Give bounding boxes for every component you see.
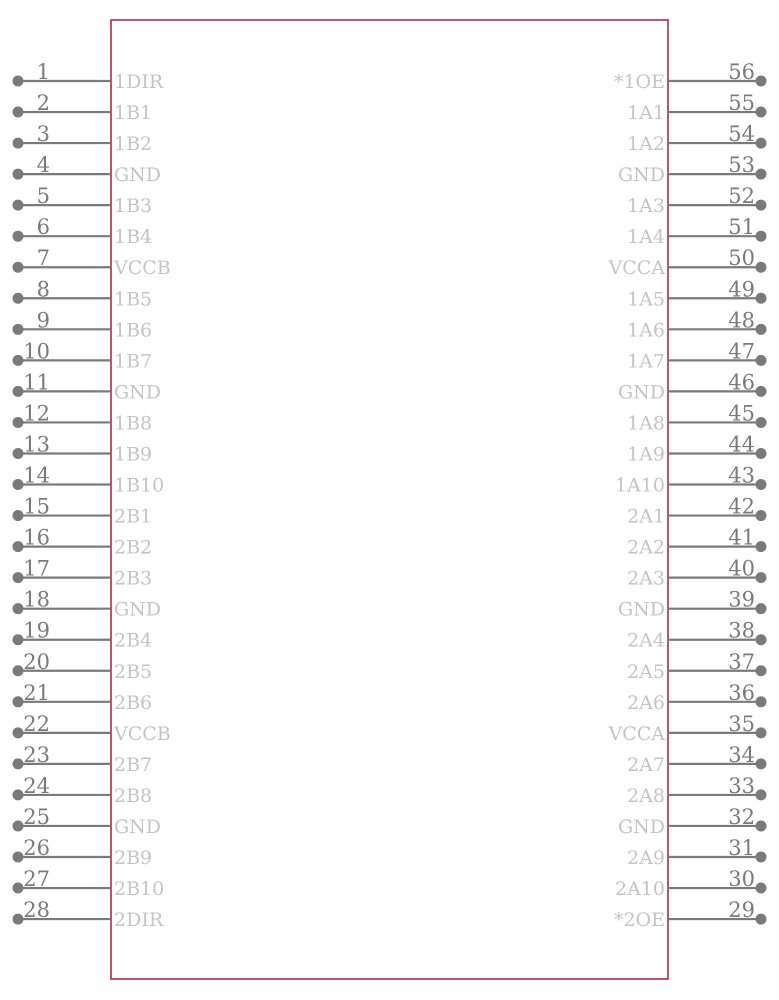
pin-label: 1A5: [627, 288, 665, 311]
pin-endpoint-dot: [13, 510, 24, 521]
pin-19: [13, 619, 153, 652]
pin-40: [627, 557, 766, 590]
pin-number: 15: [23, 494, 50, 519]
pin-17: [13, 557, 153, 590]
pin-3: [13, 122, 153, 155]
pin-label: VCCB: [114, 722, 171, 745]
pin-51: [627, 215, 766, 248]
pin-label: 2A1: [627, 505, 665, 528]
pin-label: 1A3: [627, 195, 665, 218]
pin-50: [607, 246, 766, 279]
pin-endpoint-dot: [756, 696, 767, 707]
pin-label: 2B8: [114, 784, 153, 807]
pin-label: 2B3: [114, 567, 153, 590]
pin-endpoint-dot: [756, 665, 767, 676]
pin-label: GND: [114, 381, 162, 404]
pin-label: 1A2: [627, 133, 665, 156]
pin-number: 25: [23, 804, 50, 829]
pin-35: [607, 712, 766, 745]
pin-9: [13, 308, 153, 341]
pin-number: 55: [728, 91, 755, 116]
pin-2: [13, 91, 153, 124]
pin-label: 1B5: [114, 288, 153, 311]
pin-number: 7: [36, 246, 50, 271]
pin-label: 1A7: [627, 350, 665, 373]
pin-5: [13, 184, 153, 217]
pin-endpoint-dot: [756, 448, 767, 459]
pin-48: [627, 308, 766, 341]
pin-endpoint-dot: [13, 883, 24, 894]
pin-label: 2DIR: [114, 909, 164, 932]
pin-6: [13, 215, 153, 248]
pin-54: [627, 122, 766, 155]
pin-number: 28: [23, 898, 50, 923]
pin-number: 44: [728, 432, 755, 457]
pin-endpoint-dot: [756, 541, 767, 552]
pin-label: 2B9: [114, 847, 153, 869]
pin-label: 1A6: [627, 319, 665, 342]
pin-number: 50: [728, 246, 755, 271]
pin-number: 53: [728, 153, 755, 178]
pin-number: 11: [23, 370, 50, 395]
pin-label: *1OE: [613, 71, 665, 93]
pin-endpoint-dot: [13, 386, 24, 397]
pin-label: 1B3: [114, 195, 153, 218]
pin-label: 1DIR: [114, 71, 164, 93]
pin-label: GND: [114, 815, 162, 838]
pin-label: 1B8: [114, 412, 153, 435]
pin-13: [13, 432, 153, 465]
pin-endpoint-dot: [756, 231, 767, 242]
pin-52: [627, 184, 766, 217]
pin-number: 40: [728, 556, 755, 581]
pin-number: 22: [23, 711, 50, 736]
pin-number: 54: [728, 122, 755, 147]
pin-number: 38: [728, 618, 755, 643]
pin-label: GND: [617, 164, 665, 187]
pin-28: [13, 898, 164, 931]
pin-number: 47: [728, 339, 755, 364]
pin-55: [627, 91, 766, 124]
pin-endpoint-dot: [756, 417, 767, 428]
pin-46: [618, 370, 767, 403]
pin-endpoint-dot: [13, 324, 24, 335]
pin-label: 2A7: [627, 753, 665, 776]
pin-endpoint-dot: [13, 479, 24, 490]
pin-label: 1B6: [114, 319, 153, 342]
pin-number: 52: [728, 184, 755, 209]
pin-22: [13, 712, 171, 745]
pin-11: [13, 370, 162, 403]
pin-24: [13, 774, 153, 807]
pin-endpoint-dot: [756, 634, 767, 645]
pin-label: *2OE: [613, 909, 665, 932]
pin-18: [13, 588, 162, 621]
pin-label: 1B7: [114, 350, 153, 373]
pin-endpoint-dot: [756, 914, 767, 925]
pin-56: [614, 60, 767, 93]
pin-endpoint-dot: [13, 262, 24, 273]
pin-label: 1B9: [114, 443, 153, 466]
pin-endpoint-dot: [756, 789, 767, 800]
pin-endpoint-dot: [13, 76, 24, 87]
pin-27: [13, 867, 165, 900]
pin-number: 19: [23, 618, 50, 643]
pin-label: VCCB: [114, 257, 171, 280]
pin-label: 1B4: [114, 226, 153, 249]
pin-label: GND: [114, 598, 162, 621]
pin-36: [627, 681, 766, 714]
pin-12: [13, 401, 153, 434]
pin-20: [13, 650, 153, 683]
pin-label: GND: [617, 381, 665, 404]
pin-15: [13, 495, 153, 528]
pin-endpoint-dot: [756, 820, 767, 831]
pin-label: 2A6: [627, 691, 665, 714]
ic-body-outline: [111, 20, 668, 979]
pin-47: [627, 339, 766, 372]
pin-38: [627, 619, 766, 652]
pin-39: [618, 588, 767, 621]
pin-number: 26: [23, 836, 50, 860]
pin-label: VCCA: [608, 257, 665, 280]
pin-label: 2B6: [114, 691, 153, 714]
pin-endpoint-dot: [756, 479, 767, 490]
pin-label: 2B10: [114, 878, 165, 901]
pin-7: [13, 246, 171, 279]
pin-label: 2B7: [114, 753, 153, 776]
pin-42: [627, 495, 766, 528]
pin-number: 20: [23, 649, 50, 674]
pin-label: 2A3: [627, 567, 665, 590]
pin-endpoint-dot: [13, 541, 24, 552]
pin-number: 37: [728, 649, 755, 674]
pin-label: 2B4: [114, 629, 153, 652]
pin-endpoint-dot: [13, 355, 24, 366]
pin-number: 3: [36, 122, 50, 147]
pin-label: 1A4: [627, 226, 665, 249]
pin-number: 10: [23, 339, 50, 364]
pin-number: 16: [23, 525, 50, 550]
pin-endpoint-dot: [13, 572, 24, 583]
pin-32: [618, 805, 767, 838]
pin-endpoint-dot: [13, 107, 24, 118]
pin-endpoint-dot: [13, 231, 24, 242]
pin-49: [627, 277, 766, 310]
pin-number: 41: [728, 525, 755, 550]
pin-number: 51: [728, 215, 755, 240]
pin-number: 17: [23, 556, 50, 581]
pin-label: 1B2: [114, 133, 153, 156]
pin-4: [13, 153, 162, 186]
pin-53: [618, 153, 767, 186]
pin-number: 6: [36, 215, 50, 240]
pin-label: 2B2: [114, 536, 153, 559]
pin-label: 1B1: [114, 102, 153, 125]
pin-endpoint-dot: [13, 169, 24, 180]
pin-label: 1A1: [627, 102, 665, 125]
pin-number: 42: [728, 494, 755, 519]
pin-number: 49: [728, 277, 755, 302]
pin-endpoint-dot: [13, 696, 24, 707]
pin-45: [627, 401, 766, 434]
pin-endpoint-dot: [13, 665, 24, 676]
pin-34: [627, 743, 766, 776]
pin-endpoint-dot: [756, 293, 767, 304]
pin-43: [615, 464, 767, 497]
pin-number: 21: [23, 680, 50, 705]
right-pin-group: [607, 60, 766, 931]
pin-number: 48: [728, 308, 755, 333]
pin-label: 2A5: [627, 660, 665, 683]
pin-number: 34: [728, 742, 755, 767]
pin-endpoint-dot: [13, 603, 24, 614]
pin-number: 23: [23, 742, 50, 767]
pin-number: 27: [23, 867, 50, 892]
pin-label: GND: [617, 815, 665, 838]
pin-number: 39: [728, 587, 755, 612]
pin-label: GND: [617, 598, 665, 621]
pin-33: [627, 774, 766, 807]
pin-endpoint-dot: [756, 169, 767, 180]
pin-endpoint-dot: [756, 355, 767, 366]
pin-23: [13, 743, 153, 776]
pin-16: [13, 526, 153, 559]
pin-37: [627, 650, 766, 683]
pin-label: 1B10: [114, 474, 165, 497]
pin-endpoint-dot: [13, 758, 24, 769]
pin-label: 2B5: [114, 660, 153, 683]
pin-label: 1A8: [627, 412, 665, 435]
pin-number: 2: [36, 91, 50, 116]
pin-endpoint-dot: [756, 510, 767, 521]
pin-8: [13, 277, 153, 310]
pin-number: 18: [23, 587, 50, 612]
pin-label: 1A10: [615, 474, 665, 497]
pin-label: 2A8: [627, 784, 665, 807]
pin-number: 35: [728, 711, 755, 736]
pin-number: 8: [36, 277, 50, 302]
pin-endpoint-dot: [756, 572, 767, 583]
pin-number: 36: [728, 680, 755, 705]
pin-number: 31: [728, 836, 755, 860]
pin-endpoint-dot: [756, 107, 767, 118]
pin-number: 29: [728, 898, 755, 923]
pin-endpoint-dot: [13, 138, 24, 149]
pin-number: 24: [23, 773, 50, 798]
pin-label: VCCA: [608, 722, 665, 745]
pin-number: 45: [728, 401, 755, 426]
pin-30: [615, 867, 767, 900]
pin-21: [13, 681, 153, 714]
pin-endpoint-dot: [756, 76, 767, 87]
pin-endpoint-dot: [13, 448, 24, 459]
pin-label: 2B1: [114, 505, 153, 528]
pin-endpoint-dot: [13, 820, 24, 831]
pin-endpoint-dot: [756, 727, 767, 738]
pin-endpoint-dot: [13, 914, 24, 925]
pin-number: 12: [23, 401, 50, 426]
pin-endpoint-dot: [756, 262, 767, 273]
pin-label: 2A10: [615, 878, 665, 901]
pin-14: [13, 464, 165, 497]
pin-endpoint-dot: [756, 758, 767, 769]
pin-endpoint-dot: [756, 200, 767, 211]
pin-label: GND: [114, 164, 162, 187]
pin-number: 13: [23, 432, 50, 457]
left-pin-group: [13, 60, 171, 931]
pin-endpoint-dot: [13, 417, 24, 428]
pin-label: 2A9: [627, 847, 665, 869]
pin-endpoint-dot: [756, 852, 767, 863]
pin-endpoint-dot: [756, 324, 767, 335]
pin-29: [614, 898, 767, 931]
pin-label: 2A4: [627, 629, 665, 652]
pin-label: 1A9: [627, 443, 665, 466]
pin-label: 2A2: [627, 536, 665, 559]
pin-10: [13, 339, 153, 372]
pin-44: [627, 432, 766, 465]
pin-endpoint-dot: [13, 789, 24, 800]
pin-1: [13, 60, 164, 93]
pin-number: 33: [728, 773, 755, 798]
pin-endpoint-dot: [756, 883, 767, 894]
pin-number: 32: [728, 804, 755, 829]
pin-number: 46: [728, 370, 755, 395]
pin-endpoint-dot: [756, 138, 767, 149]
pin-number: 14: [23, 463, 50, 488]
pin-endpoint-dot: [756, 603, 767, 614]
pin-number: 43: [728, 463, 755, 488]
pin-endpoint-dot: [13, 727, 24, 738]
pin-number: 5: [36, 184, 50, 209]
pin-26: [13, 836, 153, 869]
pin-endpoint-dot: [756, 386, 767, 397]
pin-endpoint-dot: [13, 293, 24, 304]
pin-number: 56: [728, 60, 755, 84]
pin-number: 30: [728, 867, 755, 892]
pin-number: 4: [36, 153, 50, 178]
pin-number: 1: [36, 60, 50, 84]
pin-endpoint-dot: [13, 200, 24, 211]
pin-31: [627, 836, 766, 869]
pin-25: [13, 805, 162, 838]
pin-41: [627, 526, 766, 559]
pin-endpoint-dot: [13, 634, 24, 645]
pin-endpoint-dot: [13, 852, 24, 863]
pin-number: 9: [36, 308, 50, 333]
